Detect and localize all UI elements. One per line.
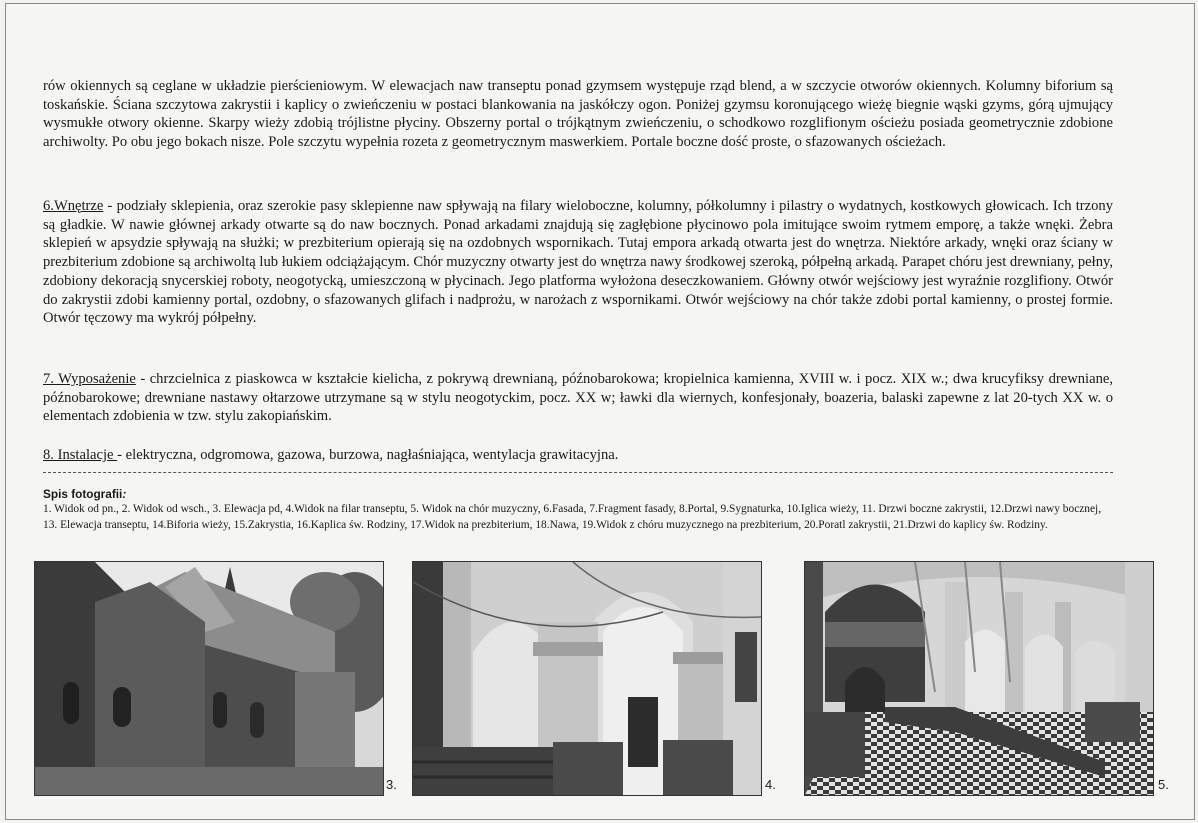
intro-text: rów okiennych są ceglane w układzie pierścieniowym. W elewacjach naw transeptu ponad gzymsem występuje rząd blend, a w szczycie otworów okiennych. Kolumny biforium są toskańskie. Ściana szczytowa zakrystii i kaplicy o zwieńczeniu w postaci blankowania na jaskółczy ogon. Poniżej gzymsu koronującego wieżę biegnie wąski gzyms, górą ujmujący wysmukłe otwory okienne. Skarpy wieży zdobią trójlistne płyciny. Obszerny portal o trójkątnym zwieńczeniu, o schodkowo rozglifionym ościeżu posiada geometrycznie zdobione archiwolty. Po obu jego bokach nisze. Pole szczytu wypełnia rozeta z geometrycznym maswerkiem. Portale boczne dość proste, o sfazowanych ościeżach. bbox=[43, 78, 1113, 151]
section-interior-paragraph bbox=[43, 197, 1113, 328]
photo-number-4: 4. bbox=[765, 777, 776, 792]
photo-south-elevation bbox=[34, 561, 384, 796]
section-installations bbox=[43, 446, 1113, 465]
dashed-divider bbox=[43, 472, 1113, 473]
section-furnishings-paragraph bbox=[43, 370, 1113, 426]
photo-list-title bbox=[43, 487, 1118, 502]
intro-paragraph bbox=[43, 77, 1113, 152]
photo-list-title-text: Spis fotografii bbox=[43, 487, 123, 501]
section-furnishings-heading: 7. Wyposażenie bbox=[43, 371, 136, 387]
photo-list-text: 1. Widok od pn., 2. Widok od wsch., 3. Elewacja pd, 4.Widok na filar transeptu, 5. Widok na chór muzyczny, 6.Fasada, 7.Fragment fasady, 8.Portal, 9.Sygnaturka, 10.Iglica wieży, 11. Drzwi boczne zakrystii, 12.Drzwi nawy bocznej, 13. Elewacja transeptu, 14.Biforia wieży, 15.Zakrystia, 16.Kaplica św. Rodziny, 17.Widok na prezbiterium, 18.Nawa, 19.Widok z chóru muzycznego na prezbiterium, 20.Poratl zakrystii, 21.Drzwi do kaplicy św. Rodziny. bbox=[43, 503, 1102, 531]
photo-music-choir bbox=[804, 561, 1154, 796]
section-interior-heading: 6.Wnętrze bbox=[43, 198, 104, 214]
section-installations-paragraph bbox=[43, 446, 1113, 465]
photo-number-5: 5. bbox=[1158, 777, 1169, 792]
section-interior bbox=[43, 197, 1113, 328]
section-furnishings-text: - chrzcielnica z piaskowca w kształcie kielicha, z pokrywą drewnianą, późnobarokowa; kropielnica kamienna, XVIII w. i pocz. XIX w.; dwa krucyfiksy drewniane, późnobarokowe; drewniane nastawy ołtarzowe utrzymane są w stylu neogotyckim, pocz. XX w; ławki dla wiernych, konfesjonały, boazeria, balaski zapewne z lat 20-tych XX w. o elementach zdobienia w tzw. stylu zakopiańskim. bbox=[43, 371, 1113, 425]
section-installations-text: - elektryczna, odgromowa, gazowa, burzowa, nagłaśniająca, wentylacja grawitacyjna. bbox=[117, 447, 619, 463]
photo-transept-pillar bbox=[412, 561, 762, 796]
section-furnishings bbox=[43, 370, 1113, 426]
photo-list bbox=[43, 487, 1118, 533]
section-interior-text: - podziały sklepienia, oraz szerokie pasy sklepienne naw spływają na filary wieloboczne, kolumny, półkolumny i pilastry o wydatnych, kostkowych głowicach. Ich trzony są gładkie. W nawie głównej arkady otwarte są do naw bocznych. Ponad arkadami znajdują się zagłębione płycinowo pola imitujące swoim rytmem emporę, a także wnęki. Żebra sklepień w apsydzie spływają na służki; w prezbiterium opierają się na ozdobnych wspornikach. Tutaj empora arkadą otwarta jest do wnętrza. Niektóre arkady, wnęki oraz ściany w prezbiterium zdobione są archiwoltą lub łukiem odciążającym. Chór muzyczny otwarty jest do wnętrza nawy środkowej szeroką, półpełną arkadą. Parapet chóru jest drewniany, pełny, zdobiony dekoracją snycerskiej roboty, neogotycką, umieszczoną w płycinach. Jego platforma wyłożona deseczkowaniem. Główny otwór wejściowy jest wyraźnie rozglifiony. Otwór do zakrystii zdobi kamienny portal, ozdobny, o sfazowanych glifach i nadprożu, w narożach z wspornikami. Otwór wejściowy na chór także zdobi portal kamienny, o prostej formie. Otwór tęczowy ma wykrój półpełny. bbox=[43, 198, 1113, 327]
photo-list-title-colon: : bbox=[122, 487, 127, 501]
photo-number-3: 3. bbox=[386, 777, 397, 792]
section-installations-heading: 8. Instalacje bbox=[43, 447, 118, 463]
